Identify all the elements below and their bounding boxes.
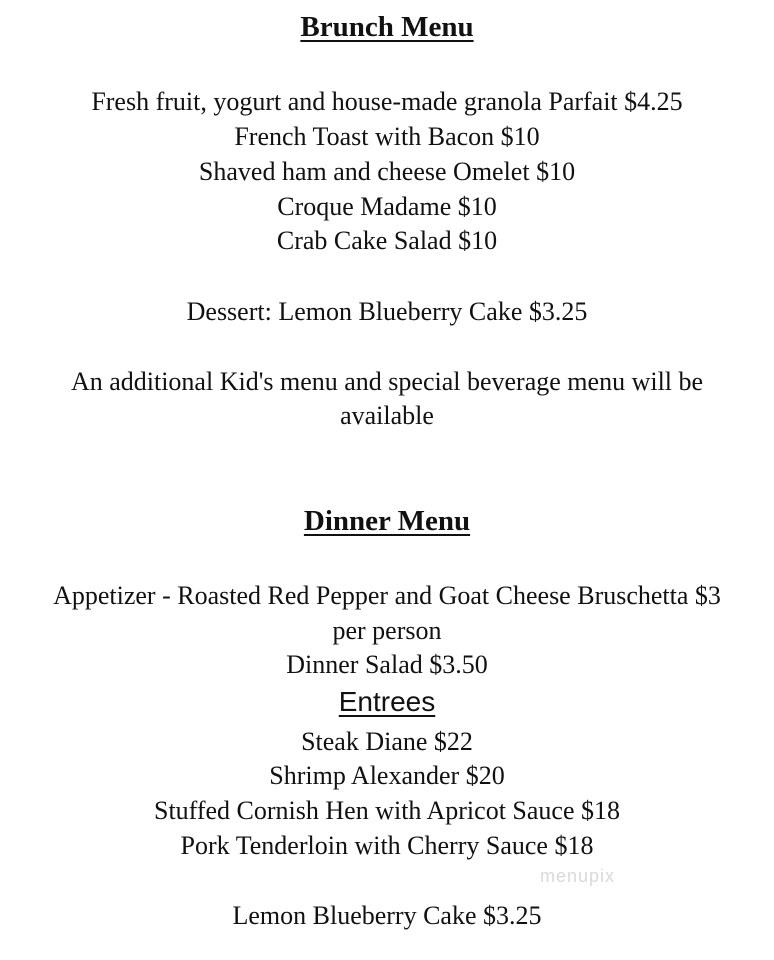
- brunch-note-line-2: available: [340, 401, 434, 430]
- menupix-watermark: menupix: [540, 866, 616, 886]
- dinner-appetizer-line-2: per person: [332, 616, 442, 645]
- brunch-note-line-1: An additional Kid's menu and special beverage menu will be: [70, 367, 704, 396]
- brunch-item-french-toast: French Toast with Bacon $10: [234, 122, 540, 151]
- dinner-menu-title: Dinner Menu: [303, 505, 471, 537]
- dinner-salad: Dinner Salad $3.50: [286, 650, 488, 679]
- entree-cornish-hen: Stuffed Cornish Hen with Apricot Sauce $18: [153, 796, 621, 825]
- dinner-dessert: Lemon Blueberry Cake $3.25: [232, 901, 542, 930]
- brunch-item-croque-madame: Croque Madame $10: [277, 192, 497, 221]
- brunch-item-parfait: Fresh fruit, yogurt and house-made granola Parfait $4.25: [91, 87, 683, 116]
- entree-pork-tenderloin: Pork Tenderloin with Cherry Sauce $18: [180, 831, 594, 860]
- entree-shrimp-alexander: Shrimp Alexander $20: [269, 761, 505, 790]
- entree-steak-diane: Steak Diane $22: [301, 727, 473, 756]
- entrees-heading: Entrees: [338, 686, 436, 717]
- brunch-menu-title: Brunch Menu: [300, 11, 474, 43]
- dinner-appetizer-line-1: Appetizer - Roasted Red Pepper and Goat Cheese Bruschetta $3: [53, 581, 721, 610]
- brunch-dessert: Dessert: Lemon Blueberry Cake $3.25: [186, 297, 588, 326]
- brunch-item-omelet: Shaved ham and cheese Omelet $10: [198, 157, 576, 186]
- brunch-item-crab-cake-salad: Crab Cake Salad $10: [276, 226, 498, 255]
